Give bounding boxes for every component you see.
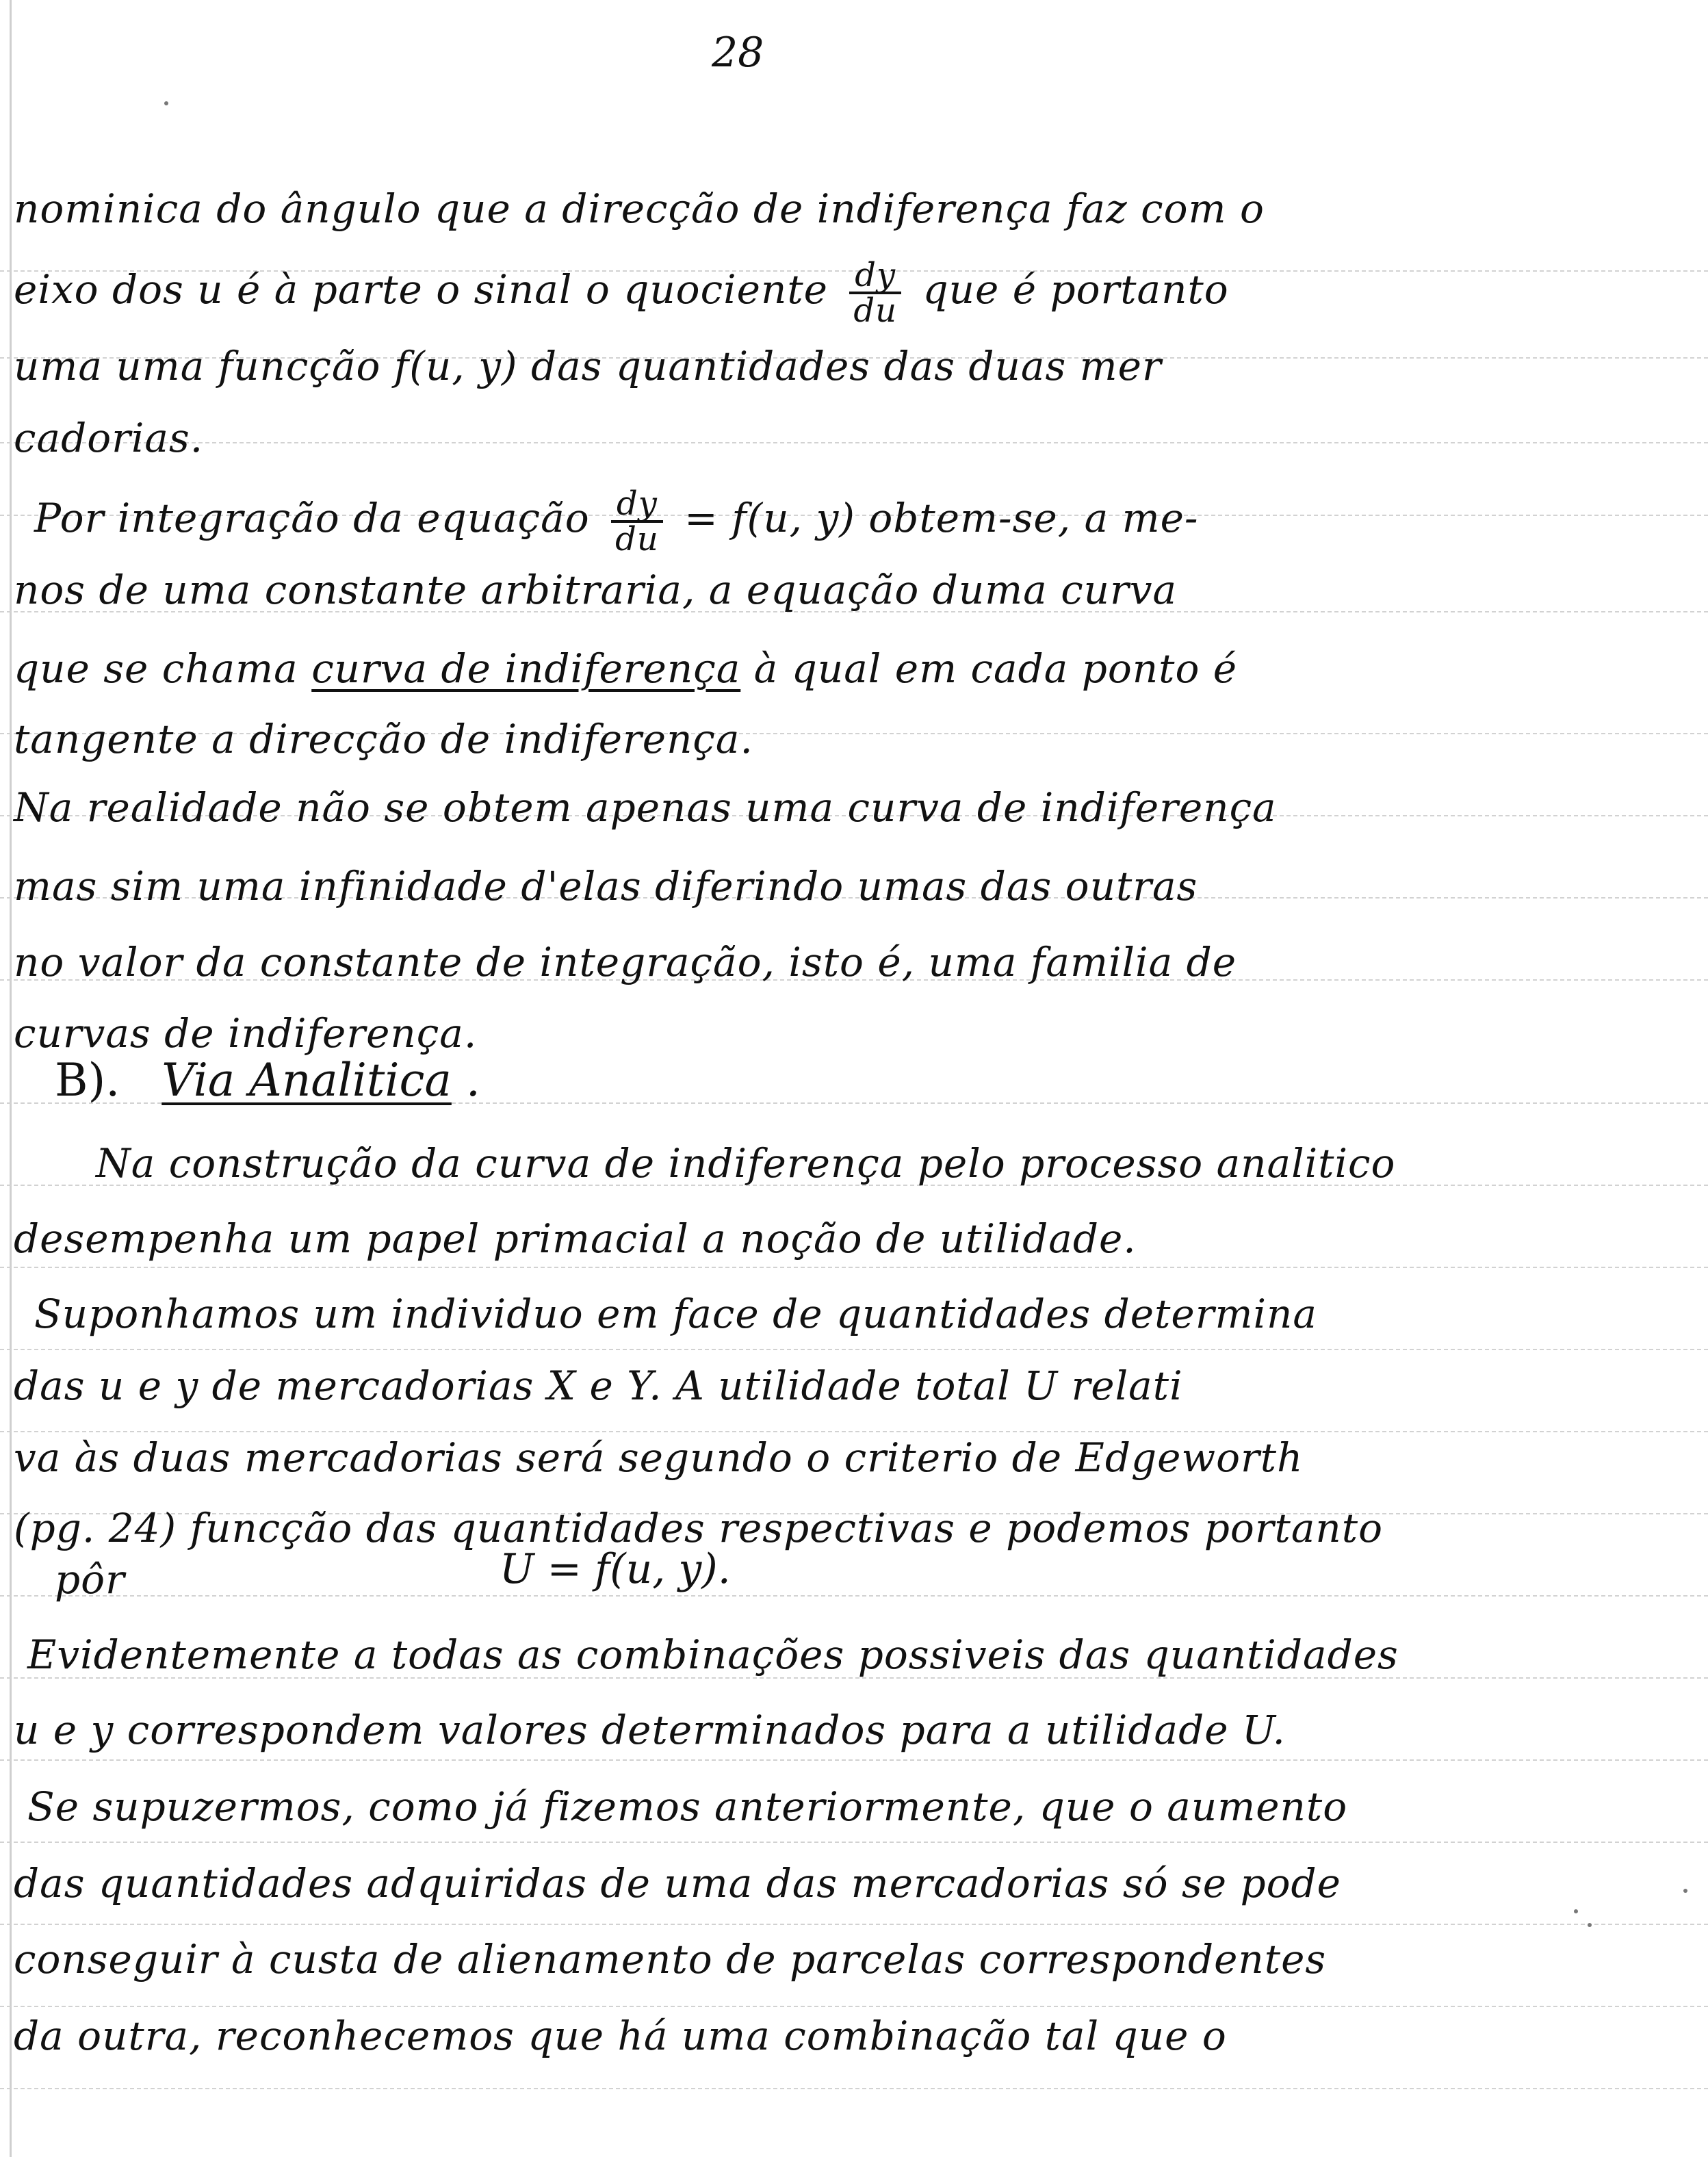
section-title: Via Analitica (161, 1054, 452, 1107)
text-line: uma uma funcção f(u, y) das quantidades das duas mer (14, 343, 1162, 389)
fraction-dy-du (611, 487, 663, 556)
page-margin-line (10, 0, 12, 2157)
text-line: mas sim uma infinidade d'elas diferindo umas das outras (14, 863, 1198, 909)
scan-speck (164, 101, 168, 105)
text-line: Na realidade não se obtem apenas uma curva de indiferença (14, 784, 1277, 831)
text-line: va às duas mercadorias será segundo o criterio de Edgeworth (14, 1434, 1304, 1481)
fraction-denominator: du (615, 520, 659, 558)
underlined-term: curva de indiferença (311, 645, 741, 692)
text-line (34, 487, 1416, 556)
text-line: Evidentemente a todas as combinações possiveis das quantidades (27, 1631, 1399, 1678)
text-line (14, 641, 1396, 696)
fraction-numerator: dy (849, 259, 901, 294)
scan-speck (1574, 1909, 1578, 1913)
text-line: u e y correspondem valores determinados para a utilidade U. (14, 1707, 1286, 1753)
ruled-line (0, 1842, 1708, 1843)
page-number: 28 (712, 29, 764, 77)
ruled-line (0, 1267, 1708, 1268)
text-line: Se supuzermos, como já fizemos anteriormente, que o aumento (27, 1783, 1348, 1830)
text-line: no valor da constante de integração, isto é, uma familia de (14, 939, 1237, 985)
text-segment: = f(u, y) obtem-se, a me- (684, 495, 1199, 542)
fraction-denominator: du (853, 292, 898, 330)
text-line: pôr (55, 1556, 125, 1603)
text-segment: à qual em cada ponto é (753, 645, 1238, 692)
section-label: B). (55, 1054, 120, 1107)
text-line: cadorias. (14, 415, 204, 461)
ruled-line (0, 2006, 1708, 2007)
text-line: das quantidades adquiridas de uma das mercadorias só se pode (14, 1860, 1341, 1907)
section-heading (55, 1054, 480, 1107)
ruled-line (0, 2088, 1708, 2089)
text-segment: que é portanto (922, 266, 1229, 313)
scan-speck (1588, 1923, 1592, 1927)
scan-speck (1683, 1889, 1687, 1893)
text-line: desempenha um papel primacial a noção de utilidade. (14, 1215, 1137, 1262)
utility-formula: U = f(u, y). (500, 1545, 731, 1593)
text-segment: eixo dos u é à parte o sinal o quociente (14, 266, 828, 313)
text-line: nominica do ângulo que a direcção de indiferença faz com o (14, 185, 1265, 232)
fraction-dy-du (849, 256, 901, 330)
section-trailing: . (465, 1054, 480, 1107)
text-line: curvas de indiferença. (14, 1010, 478, 1057)
text-line: da outra, reconhecemos que há uma combinação tal que o (14, 2013, 1227, 2059)
ruled-line (0, 1759, 1708, 1761)
fraction-numerator: dy (611, 487, 663, 523)
text-line: das u e y de mercadorias X e Y. A utilidade total U relati (14, 1362, 1183, 1409)
text-line: tangente a direcção de indiferença. (14, 716, 753, 762)
text-line: Na construção da curva de indiferença pelo processo analitico (96, 1140, 1396, 1187)
ruled-line (0, 1349, 1708, 1350)
text-line: conseguir à custa de alienamento de parcelas correspondentes (14, 1936, 1327, 1982)
ruled-line (0, 1924, 1708, 1925)
text-line: (pg. 24) funcção das quantidades respectivas e podemos portanto (14, 1505, 1384, 1551)
text-line (14, 256, 1396, 330)
text-line: Suponhamos um individuo em face de quantidades determina (34, 1291, 1317, 1337)
text-segment: Por integração da equação (34, 495, 590, 542)
text-segment: que se chama (14, 645, 298, 692)
text-line: nos de uma constante arbitraria, a equação duma curva (14, 567, 1178, 613)
